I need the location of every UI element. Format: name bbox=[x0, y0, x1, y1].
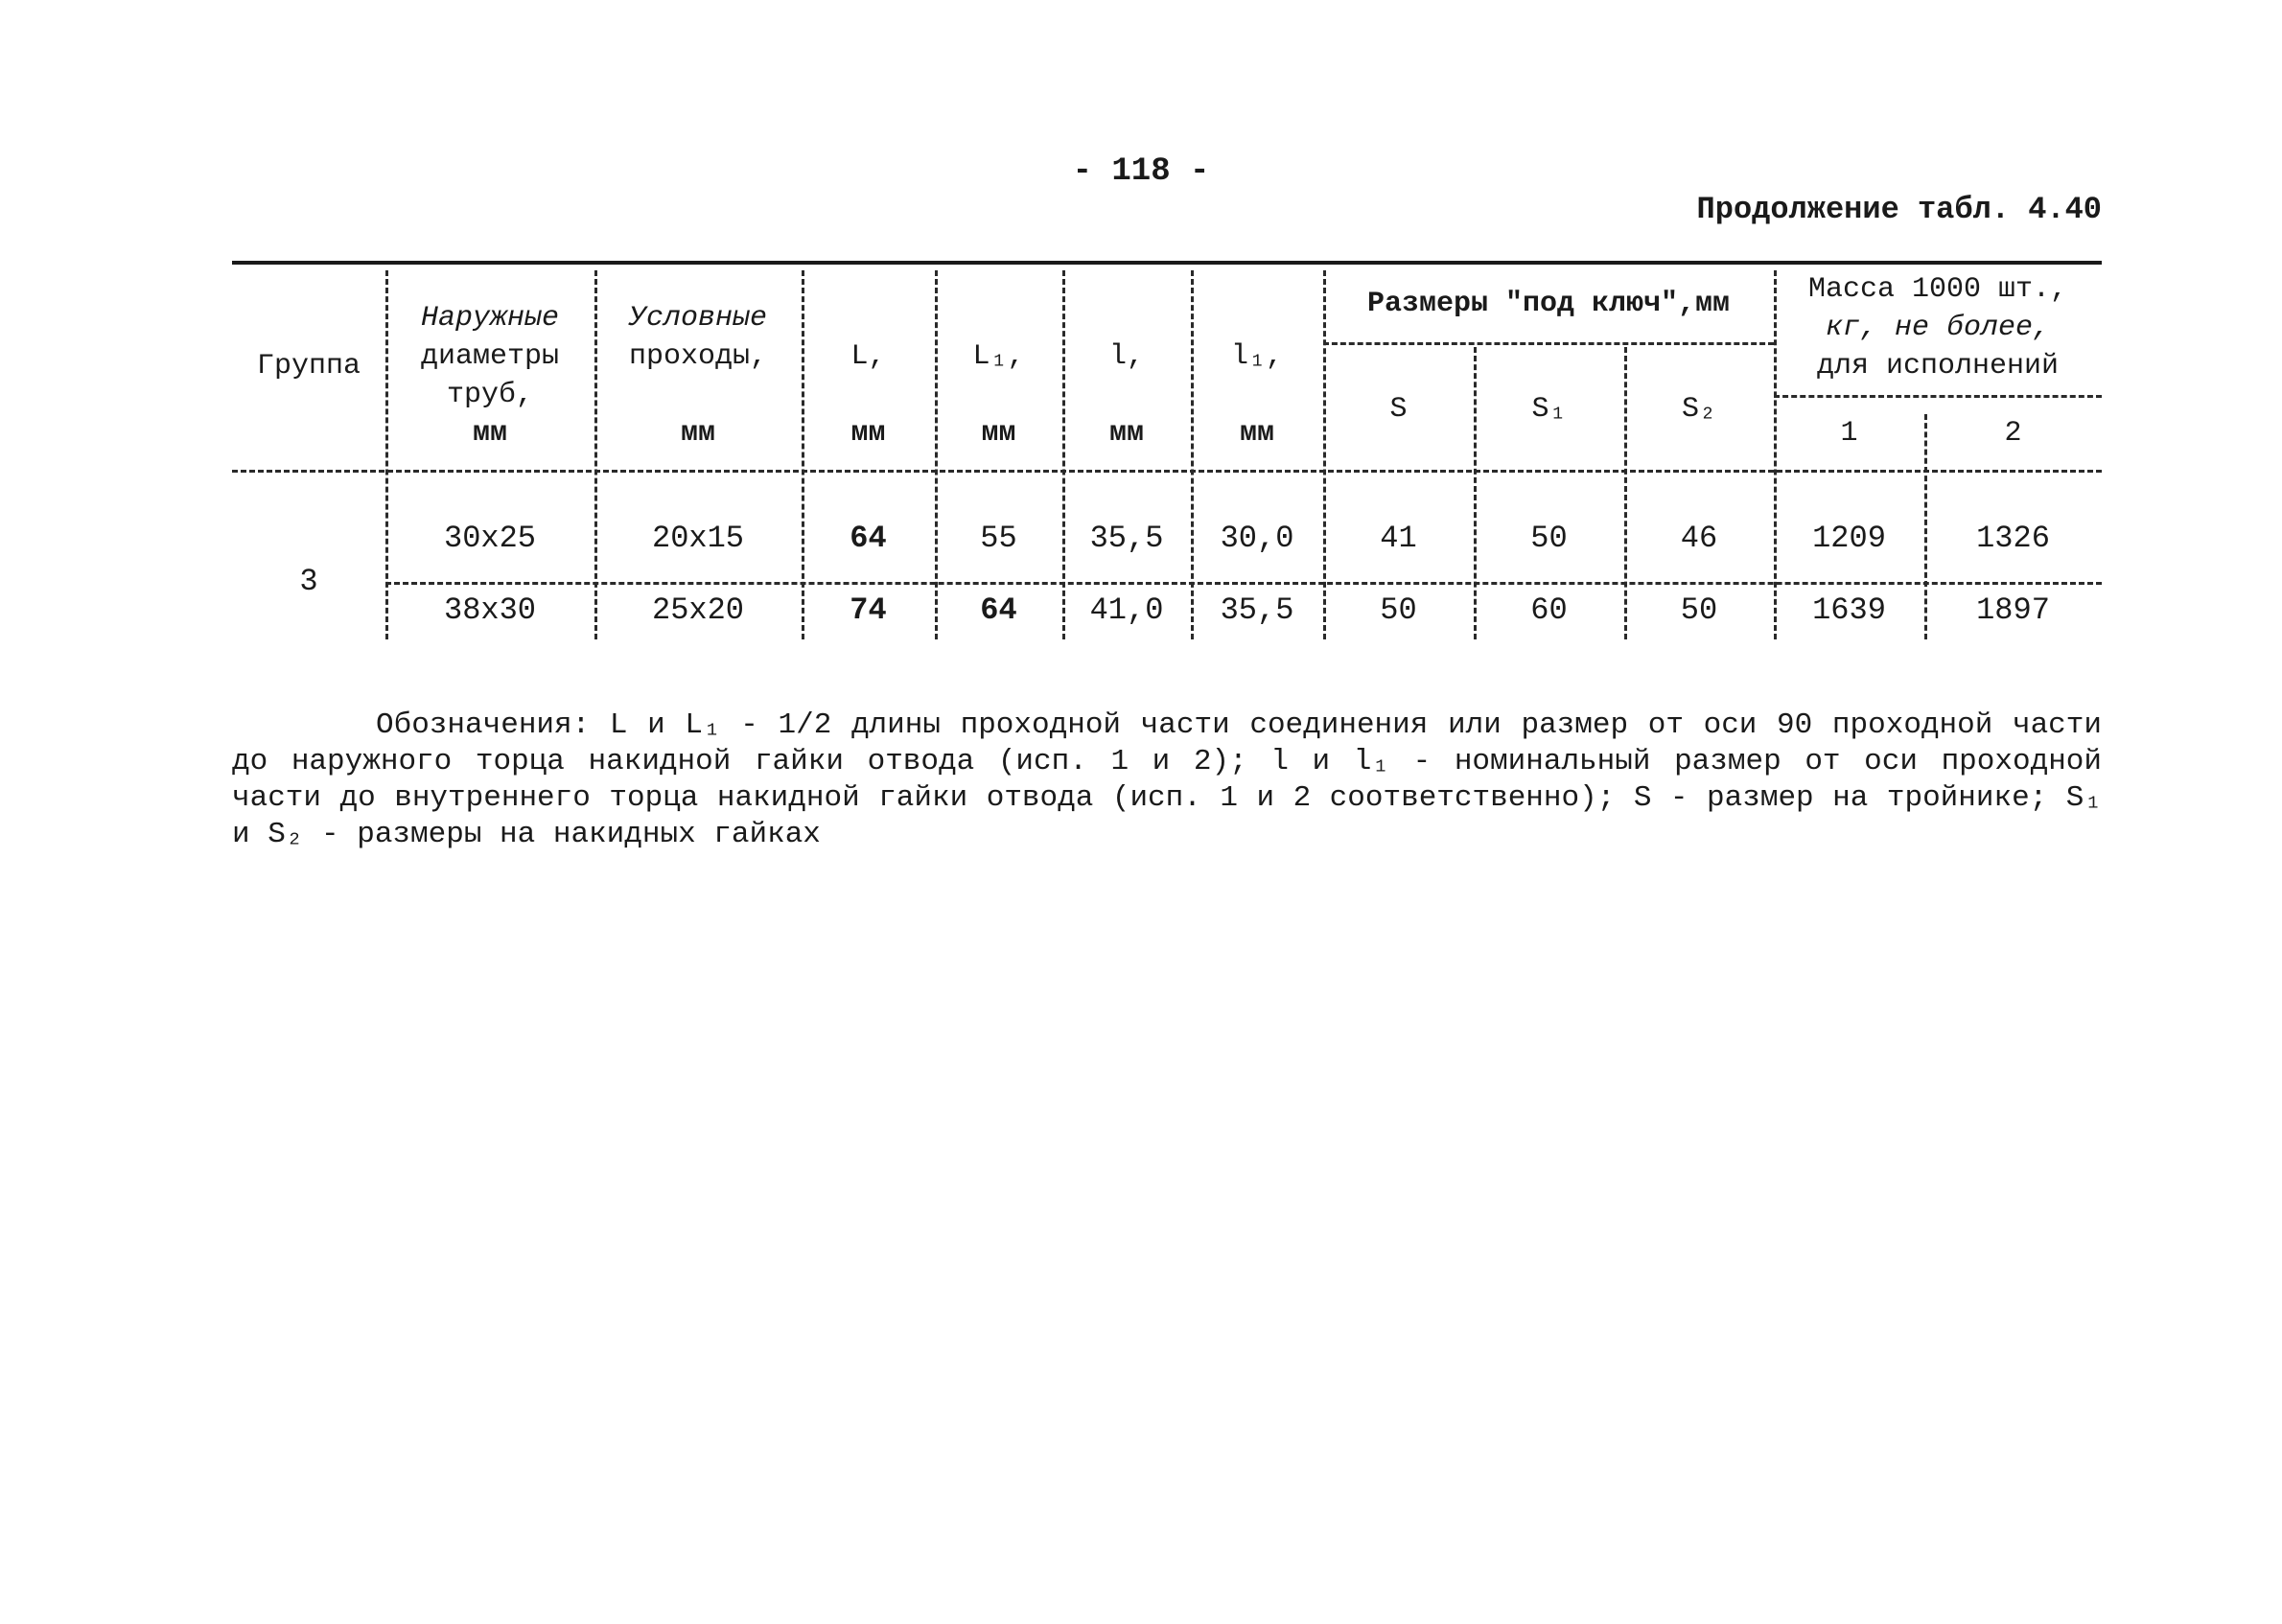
cell-L1: 64 bbox=[980, 592, 1017, 628]
header-S1: S₁ bbox=[1531, 393, 1567, 426]
cell-S: 41 bbox=[1380, 520, 1417, 556]
cell-l1: 35,5 bbox=[1220, 592, 1294, 628]
header-mass-2-col: 2 bbox=[2004, 417, 2022, 450]
cell-L1: 55 bbox=[980, 520, 1017, 556]
cell-mass-2: 1897 bbox=[1976, 592, 2050, 628]
header-outer-diam-2: диаметры bbox=[420, 340, 560, 373]
header-L: L, bbox=[850, 340, 886, 373]
cell-outer: 38x30 bbox=[443, 592, 536, 628]
header-l: l, bbox=[1108, 340, 1144, 373]
cell-L: 64 bbox=[850, 520, 887, 556]
cell-outer: 30x25 bbox=[443, 520, 536, 556]
cell-S: 50 bbox=[1380, 592, 1417, 628]
table-top-rule bbox=[232, 261, 2102, 265]
header-outer-diam: Наружные bbox=[420, 302, 560, 335]
cell-l1: 30,0 bbox=[1220, 520, 1294, 556]
cell-mass-2: 1326 bbox=[1976, 520, 2050, 556]
header-outer-unit: мм bbox=[472, 417, 507, 450]
header-wrench-sizes: Размеры "под ключ",мм bbox=[1366, 288, 1731, 320]
cell-nominal: 20x15 bbox=[651, 520, 744, 556]
header-L1-unit: мм bbox=[981, 417, 1016, 450]
header-nominal-unit: мм bbox=[680, 417, 715, 450]
header-mass: Масса 1000 шт., bbox=[1807, 273, 2068, 306]
header-l1-unit: мм bbox=[1239, 417, 1274, 450]
header-nominal-2: проходы, bbox=[628, 340, 768, 373]
header-S2: S₂ bbox=[1681, 393, 1716, 426]
cell-mass-1: 1209 bbox=[1812, 520, 1886, 556]
header-l-unit: мм bbox=[1108, 417, 1144, 450]
cell-l: 35,5 bbox=[1089, 520, 1164, 556]
header-bottom-dash bbox=[232, 470, 2102, 473]
cell-L: 74 bbox=[850, 592, 887, 628]
cell-nominal: 25x20 bbox=[651, 592, 744, 628]
header-L-unit: мм bbox=[850, 417, 886, 450]
cell-l: 41,0 bbox=[1089, 592, 1164, 628]
header-L1: L₁, bbox=[972, 340, 1025, 373]
header-outer-diam-3: труб, bbox=[446, 379, 533, 411]
cell-mass-1: 1639 bbox=[1812, 592, 1886, 628]
header-mass-3: для исполнений bbox=[1816, 350, 2060, 383]
header-dash bbox=[1323, 342, 1774, 345]
header-nominal: Условные bbox=[628, 302, 768, 335]
header-mass-1: 1 bbox=[1840, 417, 1858, 450]
group-value: 3 bbox=[299, 563, 318, 599]
table-notes: Обозначения: L и L₁ - 1/2 длины проходной части соединения или размер от оси 90 проходной части до наружного торца накидной гайки отвода (исп. 1 и 2); l и l₁ - номинальный размер от оси проходной части до внутреннего торца накидной гайки отвода (исп. 1 и 2 соответственно); S - размер на тройнике; S₁ и S₂ - размеры на накидных гайках bbox=[232, 708, 2102, 851]
header-dash bbox=[1774, 395, 2102, 398]
header-l1: l₁, bbox=[1230, 340, 1283, 373]
header-group: Группа bbox=[256, 350, 361, 383]
data-table bbox=[232, 261, 2102, 644]
header-S: S bbox=[1389, 393, 1408, 426]
page-number: - 118 - bbox=[1072, 153, 1210, 190]
table-caption: Продолжение табл. 4.40 bbox=[1696, 192, 2102, 227]
cell-S1: 50 bbox=[1530, 520, 1568, 556]
cell-S2: 50 bbox=[1680, 592, 1718, 628]
cell-S1: 60 bbox=[1530, 592, 1568, 628]
header-mass-2: кг, не более, bbox=[1825, 312, 2051, 344]
cell-S2: 46 bbox=[1680, 520, 1718, 556]
row-dash bbox=[385, 582, 2102, 585]
